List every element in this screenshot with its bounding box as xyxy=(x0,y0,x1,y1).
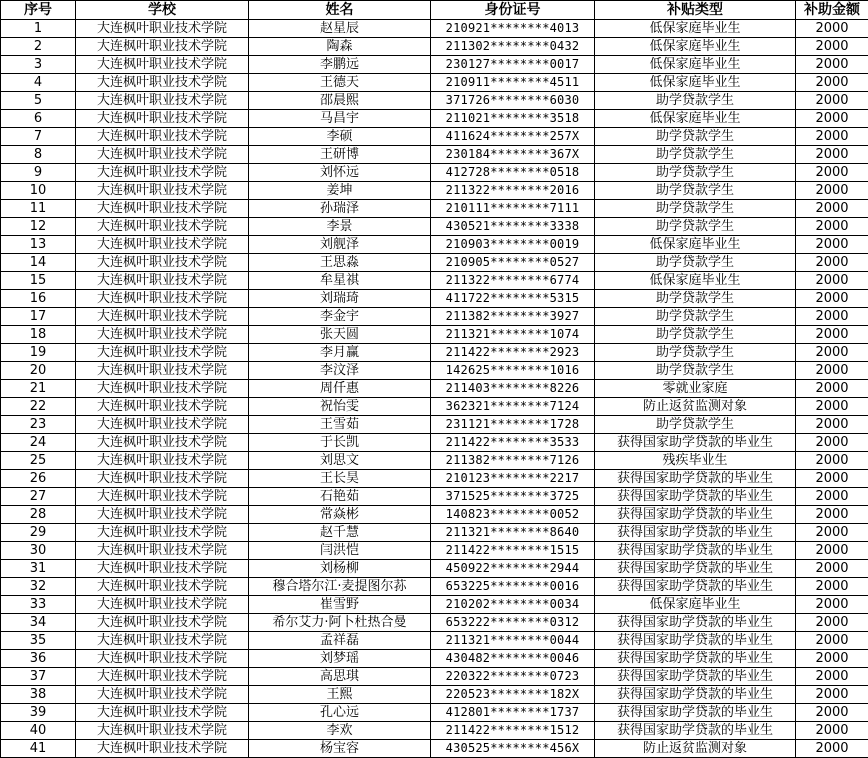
school-cell: 大连枫叶职业技术学院 xyxy=(76,740,249,758)
serial-cell: 10 xyxy=(1,182,76,200)
amount-cell: 2000 xyxy=(796,614,868,632)
subsidy-type-cell: 零就业家庭 xyxy=(595,380,796,398)
id-number-cell: 211321********8640 xyxy=(431,524,595,542)
table-row xyxy=(1,272,868,290)
amount-cell: 2000 xyxy=(796,560,868,578)
subsidy-type-cell: 获得国家助学贷款的毕业生 xyxy=(595,560,796,578)
amount-cell: 2000 xyxy=(796,506,868,524)
amount-cell: 2000 xyxy=(796,182,868,200)
table-row xyxy=(1,542,868,560)
header-school: 学校 xyxy=(76,1,249,20)
serial-cell: 25 xyxy=(1,452,76,470)
table-row xyxy=(1,362,868,380)
amount-cell: 2000 xyxy=(796,236,868,254)
amount-cell: 2000 xyxy=(796,128,868,146)
school-cell: 大连枫叶职业技术学院 xyxy=(76,704,249,722)
id-number-cell: 211321********1074 xyxy=(431,326,595,344)
name-cell: 王研博 xyxy=(249,146,431,164)
serial-cell: 29 xyxy=(1,524,76,542)
subsidy-type-cell: 获得国家助学贷款的毕业生 xyxy=(595,524,796,542)
table-row xyxy=(1,524,868,542)
school-cell: 大连枫叶职业技术学院 xyxy=(76,38,249,56)
id-number-cell: 371525********3725 xyxy=(431,488,595,506)
amount-cell: 2000 xyxy=(796,398,868,416)
name-cell: 牟星祺 xyxy=(249,272,431,290)
name-cell: 刘舰泽 xyxy=(249,236,431,254)
subsidy-type-cell: 低保家庭毕业生 xyxy=(595,56,796,74)
subsidy-type-cell: 获得国家助学贷款的毕业生 xyxy=(595,704,796,722)
id-number-cell: 210911********4511 xyxy=(431,74,595,92)
table-row xyxy=(1,200,868,218)
amount-cell: 2000 xyxy=(796,344,868,362)
subsidy-type-cell: 助学贷款学生 xyxy=(595,344,796,362)
name-cell: 刘思文 xyxy=(249,452,431,470)
table-row xyxy=(1,506,868,524)
subsidy-type-cell: 低保家庭毕业生 xyxy=(595,596,796,614)
serial-cell: 13 xyxy=(1,236,76,254)
header-amount: 补助金额 xyxy=(796,1,868,20)
name-cell: 孟祥磊 xyxy=(249,632,431,650)
id-number-cell: 210111********7111 xyxy=(431,200,595,218)
school-cell: 大连枫叶职业技术学院 xyxy=(76,20,249,38)
table-row xyxy=(1,452,868,470)
amount-cell: 2000 xyxy=(796,326,868,344)
serial-cell: 3 xyxy=(1,56,76,74)
id-number-cell: 411722********5315 xyxy=(431,290,595,308)
amount-cell: 2000 xyxy=(796,542,868,560)
id-number-cell: 430521********3338 xyxy=(431,218,595,236)
table-row xyxy=(1,92,868,110)
id-number-cell: 210905********0527 xyxy=(431,254,595,272)
id-number-cell: 230127********0017 xyxy=(431,56,595,74)
serial-cell: 40 xyxy=(1,722,76,740)
subsidy-type-cell: 助学贷款学生 xyxy=(595,200,796,218)
school-cell: 大连枫叶职业技术学院 xyxy=(76,344,249,362)
subsidy-type-cell: 获得国家助学贷款的毕业生 xyxy=(595,542,796,560)
school-cell: 大连枫叶职业技术学院 xyxy=(76,110,249,128)
name-cell: 李欢 xyxy=(249,722,431,740)
serial-cell: 21 xyxy=(1,380,76,398)
table-row xyxy=(1,704,868,722)
id-number-cell: 211021********3518 xyxy=(431,110,595,128)
serial-cell: 12 xyxy=(1,218,76,236)
amount-cell: 2000 xyxy=(796,524,868,542)
amount-cell: 2000 xyxy=(796,380,868,398)
school-cell: 大连枫叶职业技术学院 xyxy=(76,524,249,542)
school-cell: 大连枫叶职业技术学院 xyxy=(76,182,249,200)
id-number-cell: 220523********182X xyxy=(431,686,595,704)
id-number-cell: 210921********4013 xyxy=(431,20,595,38)
subsidy-type-cell: 获得国家助学贷款的毕业生 xyxy=(595,578,796,596)
name-cell: 刘杨柳 xyxy=(249,560,431,578)
serial-cell: 20 xyxy=(1,362,76,380)
serial-cell: 8 xyxy=(1,146,76,164)
subsidy-type-cell: 获得国家助学贷款的毕业生 xyxy=(595,614,796,632)
name-cell: 李汶泽 xyxy=(249,362,431,380)
id-number-cell: 653222********0312 xyxy=(431,614,595,632)
subsidy-type-cell: 获得国家助学贷款的毕业生 xyxy=(595,686,796,704)
table-row xyxy=(1,722,868,740)
id-number-cell: 450922********2944 xyxy=(431,560,595,578)
serial-cell: 33 xyxy=(1,596,76,614)
subsidy-type-cell: 助学贷款学生 xyxy=(595,92,796,110)
name-cell: 崔雪野 xyxy=(249,596,431,614)
table-row xyxy=(1,164,868,182)
school-cell: 大连枫叶职业技术学院 xyxy=(76,200,249,218)
name-cell: 邵晨熙 xyxy=(249,92,431,110)
serial-cell: 37 xyxy=(1,668,76,686)
subsidy-type-cell: 助学贷款学生 xyxy=(595,362,796,380)
serial-cell: 27 xyxy=(1,488,76,506)
subsidy-type-cell: 助学贷款学生 xyxy=(595,326,796,344)
table-row xyxy=(1,596,868,614)
school-cell: 大连枫叶职业技术学院 xyxy=(76,74,249,92)
school-cell: 大连枫叶职业技术学院 xyxy=(76,452,249,470)
subsidy-type-cell: 助学贷款学生 xyxy=(595,182,796,200)
school-cell: 大连枫叶职业技术学院 xyxy=(76,560,249,578)
school-cell: 大连枫叶职业技术学院 xyxy=(76,470,249,488)
subsidy-type-cell: 助学贷款学生 xyxy=(595,146,796,164)
amount-cell: 2000 xyxy=(796,164,868,182)
amount-cell: 2000 xyxy=(796,704,868,722)
table-row xyxy=(1,326,868,344)
name-cell: 杨宝容 xyxy=(249,740,431,758)
table-row xyxy=(1,182,868,200)
table-row xyxy=(1,686,868,704)
name-cell: 刘瑞琦 xyxy=(249,290,431,308)
serial-cell: 4 xyxy=(1,74,76,92)
name-cell: 李硕 xyxy=(249,128,431,146)
school-cell: 大连枫叶职业技术学院 xyxy=(76,218,249,236)
id-number-cell: 211422********1512 xyxy=(431,722,595,740)
table-row xyxy=(1,740,868,758)
school-cell: 大连枫叶职业技术学院 xyxy=(76,146,249,164)
id-number-cell: 211322********2016 xyxy=(431,182,595,200)
name-cell: 闫洪恺 xyxy=(249,542,431,560)
amount-cell: 2000 xyxy=(796,452,868,470)
name-cell: 姜坤 xyxy=(249,182,431,200)
table-row xyxy=(1,632,868,650)
name-cell: 李月赢 xyxy=(249,344,431,362)
subsidy-type-cell: 防止返贫监测对象 xyxy=(595,398,796,416)
table-body xyxy=(1,20,868,758)
table-row xyxy=(1,344,868,362)
name-cell: 王熙 xyxy=(249,686,431,704)
amount-cell: 2000 xyxy=(796,416,868,434)
header-row xyxy=(1,1,868,20)
name-cell: 刘怀远 xyxy=(249,164,431,182)
name-cell: 李金宇 xyxy=(249,308,431,326)
subsidy-type-cell: 低保家庭毕业生 xyxy=(595,272,796,290)
table-row xyxy=(1,614,868,632)
subsidy-type-cell: 获得国家助学贷款的毕业生 xyxy=(595,668,796,686)
table-row xyxy=(1,488,868,506)
table-row xyxy=(1,38,868,56)
serial-cell: 6 xyxy=(1,110,76,128)
amount-cell: 2000 xyxy=(796,38,868,56)
id-number-cell: 211321********0044 xyxy=(431,632,595,650)
name-cell: 周仟惠 xyxy=(249,380,431,398)
serial-cell: 32 xyxy=(1,578,76,596)
amount-cell: 2000 xyxy=(796,740,868,758)
school-cell: 大连枫叶职业技术学院 xyxy=(76,398,249,416)
school-cell: 大连枫叶职业技术学院 xyxy=(76,236,249,254)
school-cell: 大连枫叶职业技术学院 xyxy=(76,632,249,650)
table-row xyxy=(1,380,868,398)
school-cell: 大连枫叶职业技术学院 xyxy=(76,326,249,344)
amount-cell: 2000 xyxy=(796,20,868,38)
school-cell: 大连枫叶职业技术学院 xyxy=(76,578,249,596)
id-number-cell: 411624********257X xyxy=(431,128,595,146)
amount-cell: 2000 xyxy=(796,272,868,290)
amount-cell: 2000 xyxy=(796,92,868,110)
id-number-cell: 211422********1515 xyxy=(431,542,595,560)
serial-cell: 24 xyxy=(1,434,76,452)
amount-cell: 2000 xyxy=(796,650,868,668)
header-subsidy-type: 补贴类型 xyxy=(595,1,796,20)
amount-cell: 2000 xyxy=(796,434,868,452)
amount-cell: 2000 xyxy=(796,362,868,380)
serial-cell: 38 xyxy=(1,686,76,704)
name-cell: 孔心远 xyxy=(249,704,431,722)
subsidy-type-cell: 获得国家助学贷款的毕业生 xyxy=(595,722,796,740)
school-cell: 大连枫叶职业技术学院 xyxy=(76,416,249,434)
table-row xyxy=(1,470,868,488)
serial-cell: 35 xyxy=(1,632,76,650)
amount-cell: 2000 xyxy=(796,56,868,74)
amount-cell: 2000 xyxy=(796,290,868,308)
serial-cell: 18 xyxy=(1,326,76,344)
name-cell: 于长凯 xyxy=(249,434,431,452)
name-cell: 李景 xyxy=(249,218,431,236)
school-cell: 大连枫叶职业技术学院 xyxy=(76,128,249,146)
school-cell: 大连枫叶职业技术学院 xyxy=(76,614,249,632)
subsidy-type-cell: 低保家庭毕业生 xyxy=(595,20,796,38)
table-row xyxy=(1,218,868,236)
serial-cell: 28 xyxy=(1,506,76,524)
table-row xyxy=(1,560,868,578)
serial-cell: 16 xyxy=(1,290,76,308)
subsidy-type-cell: 防止返贫监测对象 xyxy=(595,740,796,758)
school-cell: 大连枫叶职业技术学院 xyxy=(76,596,249,614)
name-cell: 石艳茹 xyxy=(249,488,431,506)
id-number-cell: 140823********0052 xyxy=(431,506,595,524)
school-cell: 大连枫叶职业技术学院 xyxy=(76,92,249,110)
name-cell: 王雪茹 xyxy=(249,416,431,434)
amount-cell: 2000 xyxy=(796,254,868,272)
name-cell: 张天圆 xyxy=(249,326,431,344)
name-cell: 常焱彬 xyxy=(249,506,431,524)
id-number-cell: 211382********3927 xyxy=(431,308,595,326)
name-cell: 高思琪 xyxy=(249,668,431,686)
subsidy-type-cell: 助学贷款学生 xyxy=(595,164,796,182)
school-cell: 大连枫叶职业技术学院 xyxy=(76,488,249,506)
table-row xyxy=(1,146,868,164)
school-cell: 大连枫叶职业技术学院 xyxy=(76,308,249,326)
subsidy-type-cell: 助学贷款学生 xyxy=(595,290,796,308)
table-row xyxy=(1,416,868,434)
school-cell: 大连枫叶职业技术学院 xyxy=(76,722,249,740)
school-cell: 大连枫叶职业技术学院 xyxy=(76,650,249,668)
serial-cell: 17 xyxy=(1,308,76,326)
table-row xyxy=(1,236,868,254)
name-cell: 王长昊 xyxy=(249,470,431,488)
school-cell: 大连枫叶职业技术学院 xyxy=(76,254,249,272)
serial-cell: 23 xyxy=(1,416,76,434)
name-cell: 王思淼 xyxy=(249,254,431,272)
subsidy-type-cell: 获得国家助学贷款的毕业生 xyxy=(595,632,796,650)
header-serial: 序号 xyxy=(1,1,76,20)
name-cell: 赵星辰 xyxy=(249,20,431,38)
name-cell: 赵千慧 xyxy=(249,524,431,542)
subsidy-type-cell: 低保家庭毕业生 xyxy=(595,236,796,254)
id-number-cell: 210123********2217 xyxy=(431,470,595,488)
subsidy-type-cell: 获得国家助学贷款的毕业生 xyxy=(595,434,796,452)
subsidy-type-cell: 助学贷款学生 xyxy=(595,308,796,326)
subsidy-type-cell: 获得国家助学贷款的毕业生 xyxy=(595,470,796,488)
school-cell: 大连枫叶职业技术学院 xyxy=(76,668,249,686)
subsidy-type-cell: 获得国家助学贷款的毕业生 xyxy=(595,488,796,506)
school-cell: 大连枫叶职业技术学院 xyxy=(76,380,249,398)
serial-cell: 1 xyxy=(1,20,76,38)
table-row xyxy=(1,56,868,74)
serial-cell: 34 xyxy=(1,614,76,632)
serial-cell: 22 xyxy=(1,398,76,416)
amount-cell: 2000 xyxy=(796,722,868,740)
amount-cell: 2000 xyxy=(796,578,868,596)
serial-cell: 26 xyxy=(1,470,76,488)
amount-cell: 2000 xyxy=(796,110,868,128)
id-number-cell: 211382********7126 xyxy=(431,452,595,470)
id-number-cell: 211322********6774 xyxy=(431,272,595,290)
serial-cell: 7 xyxy=(1,128,76,146)
id-number-cell: 210903********0019 xyxy=(431,236,595,254)
table-row xyxy=(1,290,868,308)
id-number-cell: 211302********0432 xyxy=(431,38,595,56)
id-number-cell: 142625********1016 xyxy=(431,362,595,380)
id-number-cell: 371726********6030 xyxy=(431,92,595,110)
subsidy-type-cell: 助学贷款学生 xyxy=(595,218,796,236)
id-number-cell: 210202********0034 xyxy=(431,596,595,614)
table-row xyxy=(1,398,868,416)
serial-cell: 5 xyxy=(1,92,76,110)
amount-cell: 2000 xyxy=(796,200,868,218)
table-row xyxy=(1,20,868,38)
id-number-cell: 230184********367X xyxy=(431,146,595,164)
id-number-cell: 220322********0723 xyxy=(431,668,595,686)
amount-cell: 2000 xyxy=(796,488,868,506)
header-name: 姓名 xyxy=(249,1,431,20)
serial-cell: 19 xyxy=(1,344,76,362)
header-id-number: 身份证号 xyxy=(431,1,595,20)
amount-cell: 2000 xyxy=(796,686,868,704)
serial-cell: 9 xyxy=(1,164,76,182)
amount-cell: 2000 xyxy=(796,308,868,326)
name-cell: 希尔艾力·阿卜杜热合曼 xyxy=(249,614,431,632)
table-row xyxy=(1,434,868,452)
table-row xyxy=(1,74,868,92)
id-number-cell: 653225********0016 xyxy=(431,578,595,596)
subsidy-type-cell: 低保家庭毕业生 xyxy=(595,38,796,56)
amount-cell: 2000 xyxy=(796,668,868,686)
id-number-cell: 412728********0518 xyxy=(431,164,595,182)
amount-cell: 2000 xyxy=(796,74,868,92)
id-number-cell: 211422********3533 xyxy=(431,434,595,452)
serial-cell: 30 xyxy=(1,542,76,560)
name-cell: 马昌宇 xyxy=(249,110,431,128)
name-cell: 穆合塔尔江·麦提图尔荪 xyxy=(249,578,431,596)
amount-cell: 2000 xyxy=(796,146,868,164)
subsidy-type-cell: 获得国家助学贷款的毕业生 xyxy=(595,506,796,524)
subsidy-type-cell: 残疾毕业生 xyxy=(595,452,796,470)
table-row xyxy=(1,254,868,272)
serial-cell: 39 xyxy=(1,704,76,722)
table-row xyxy=(1,650,868,668)
amount-cell: 2000 xyxy=(796,470,868,488)
subsidy-type-cell: 获得国家助学贷款的毕业生 xyxy=(595,650,796,668)
serial-cell: 2 xyxy=(1,38,76,56)
subsidy-type-cell: 低保家庭毕业生 xyxy=(595,74,796,92)
school-cell: 大连枫叶职业技术学院 xyxy=(76,272,249,290)
school-cell: 大连枫叶职业技术学院 xyxy=(76,506,249,524)
id-number-cell: 412801********1737 xyxy=(431,704,595,722)
id-number-cell: 231121********1728 xyxy=(431,416,595,434)
id-number-cell: 430482********0046 xyxy=(431,650,595,668)
serial-cell: 31 xyxy=(1,560,76,578)
school-cell: 大连枫叶职业技术学院 xyxy=(76,542,249,560)
subsidy-type-cell: 助学贷款学生 xyxy=(595,416,796,434)
id-number-cell: 362321********7124 xyxy=(431,398,595,416)
subsidy-type-cell: 助学贷款学生 xyxy=(595,254,796,272)
name-cell: 王德天 xyxy=(249,74,431,92)
name-cell: 刘梦瑶 xyxy=(249,650,431,668)
amount-cell: 2000 xyxy=(796,218,868,236)
school-cell: 大连枫叶职业技术学院 xyxy=(76,290,249,308)
serial-cell: 36 xyxy=(1,650,76,668)
school-cell: 大连枫叶职业技术学院 xyxy=(76,56,249,74)
table-row xyxy=(1,308,868,326)
id-number-cell: 211403********8226 xyxy=(431,380,595,398)
school-cell: 大连枫叶职业技术学院 xyxy=(76,686,249,704)
table-row xyxy=(1,578,868,596)
name-cell: 孙瑞泽 xyxy=(249,200,431,218)
subsidy-type-cell: 低保家庭毕业生 xyxy=(595,110,796,128)
table-row xyxy=(1,668,868,686)
school-cell: 大连枫叶职业技术学院 xyxy=(76,362,249,380)
name-cell: 陶森 xyxy=(249,38,431,56)
serial-cell: 41 xyxy=(1,740,76,758)
serial-cell: 11 xyxy=(1,200,76,218)
name-cell: 祝怡雯 xyxy=(249,398,431,416)
subsidy-type-cell: 助学贷款学生 xyxy=(595,128,796,146)
id-number-cell: 211422********2923 xyxy=(431,344,595,362)
table-row xyxy=(1,128,868,146)
amount-cell: 2000 xyxy=(796,632,868,650)
serial-cell: 14 xyxy=(1,254,76,272)
amount-cell: 2000 xyxy=(796,596,868,614)
serial-cell: 15 xyxy=(1,272,76,290)
school-cell: 大连枫叶职业技术学院 xyxy=(76,434,249,452)
school-cell: 大连枫叶职业技术学院 xyxy=(76,164,249,182)
name-cell: 李鹏远 xyxy=(249,56,431,74)
table-row xyxy=(1,110,868,128)
id-number-cell: 430525********456X xyxy=(431,740,595,758)
